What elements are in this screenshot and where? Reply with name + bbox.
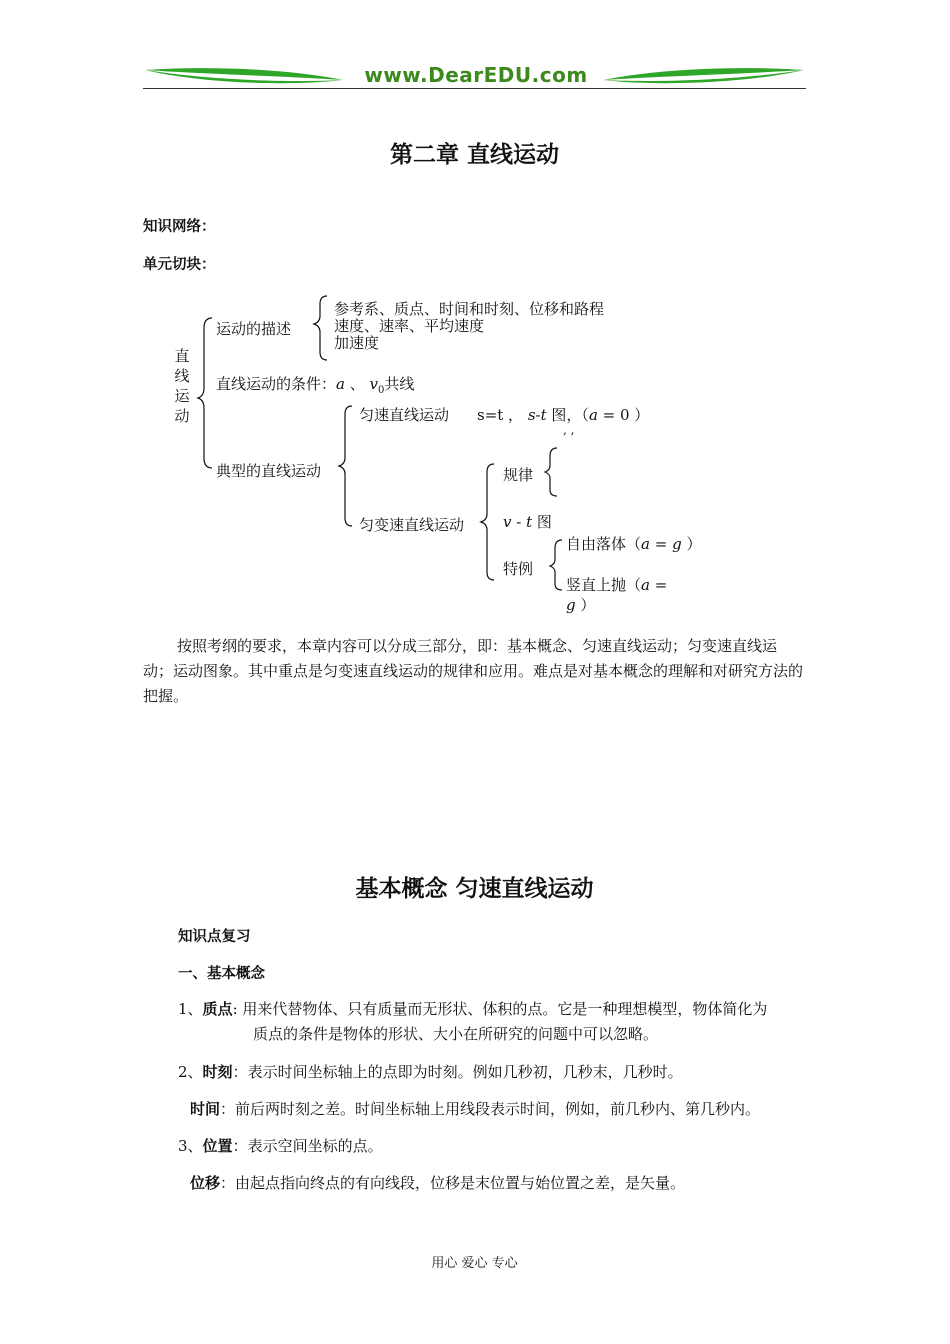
law-label: 规律 <box>503 466 534 484</box>
concept-displacement: 位移：由起点指向终点的有向线段，位移是末位置与始位置之差，是矢量。 <box>190 1174 686 1192</box>
uniform-motion-label: 匀速直线运动 <box>359 406 450 424</box>
intro-paragraph: 按照考纲的要求，本章内容可以分成三部分，即：基本概念、匀速直线运动；匀变速直线运动；运动图象。其中重点是匀变速直线运动的规律和应用。难点是对基本概念的理解和对研究方法的把握。 <box>143 637 804 705</box>
review-label: 知识点复习 <box>178 929 251 945</box>
uniform-motion-formula: s=t ， s-t 图，（a = 0 ） <box>477 406 650 424</box>
concept-moment: 2、时刻：表示时间坐标轴上的点即为时刻。例如几秒初，几秒末，几秒时。 <box>178 1063 683 1081</box>
accel-motion-label: 匀变速直线运动 <box>359 516 465 534</box>
concept-position: 3、位置：表示空间坐标的点。 <box>178 1137 383 1155</box>
motion-description-label: 运动的描述 <box>216 320 292 338</box>
accel-brace <box>481 464 494 580</box>
vt-graph-label: v - t 图 <box>503 513 552 531</box>
concept-time: 时间：前后两时刻之差。时间坐标轴上用线段表示时间，例如，前几秒内、第几秒内。 <box>190 1100 761 1118</box>
concept-particle: 1、质点: 用来代替物体、只有质量而无形状、体积的点。它是一种理想模型，物体简化为 <box>178 1000 768 1018</box>
term-particle: 质点 <box>202 1000 233 1018</box>
knowledge-network-label: 知识网络： <box>143 219 216 235</box>
concept-particle-cont: 质点的条件是物体的形状、大小在所研究的问题中可以忽略。 <box>253 1025 659 1043</box>
motion-condition: 直线运动的条件：a 、 $v_0$共线 <box>216 375 415 396</box>
free-fall-label: 自由落体（a = g ） <box>566 535 702 553</box>
term-moment: 时刻 <box>202 1063 233 1081</box>
typical-motion-label: 典型的直线运动 <box>216 462 322 480</box>
vertical-toss-label: 竖直上抛（a = g ） <box>566 576 668 614</box>
unit-blocks-label: 单元切块： <box>143 257 216 273</box>
concepts-heading: 一、基本概念 <box>178 966 265 982</box>
uniform-marks: , , <box>563 423 575 437</box>
special-case-label: 特例 <box>503 560 534 578</box>
law-brace <box>545 448 557 496</box>
site-logo: www.DearEDU.com <box>364 63 588 87</box>
description-item: 速度、速率、平均速度 <box>334 317 485 335</box>
chapter-title: 第二章 直线运动 <box>389 142 559 168</box>
term-position: 位置 <box>202 1137 233 1155</box>
term-displacement: 位移 <box>190 1174 221 1192</box>
term-time: 时间 <box>190 1100 221 1118</box>
description-item: 参考系、质点、时间和时刻、位移和路程 <box>334 300 605 318</box>
root-brace <box>198 318 212 468</box>
diagram-root: 直 线 运 动 <box>174 347 190 425</box>
description-item: 加速度 <box>334 334 380 352</box>
description-brace <box>314 296 327 360</box>
page-footer: 用心 爱心 专心 <box>431 1256 518 1271</box>
special-brace <box>550 540 562 590</box>
section-title: 基本概念 匀速直线运动 <box>355 876 594 902</box>
typical-brace <box>339 406 352 526</box>
